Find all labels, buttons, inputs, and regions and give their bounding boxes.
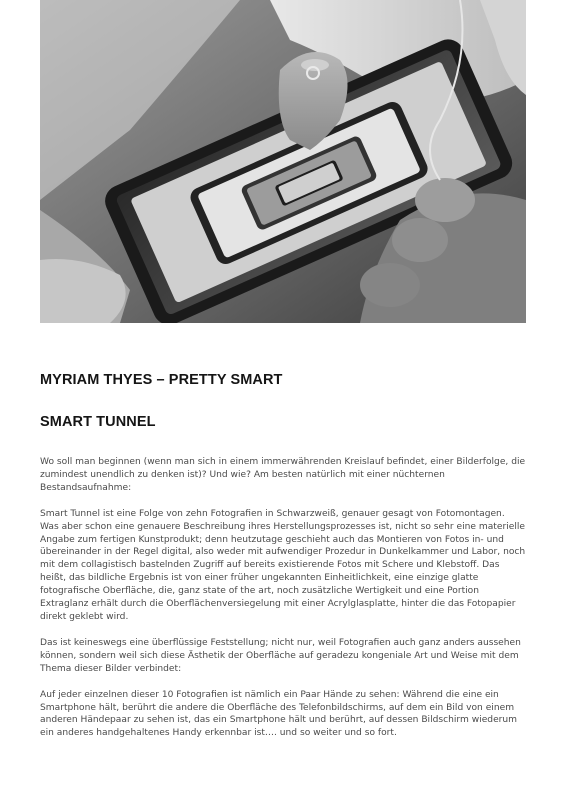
hero-photo [40, 0, 526, 323]
paragraph: Smart Tunnel ist eine Folge von zehn Fotografien in Schwarzweiß, genauer gesagt von Fotomontagen. Was aber schon eine genauere Beschreibung ihres Herstellungsprozesses ist, nicht so sehr eine materielle Angabe zum fertigen Kunstprodukt; denn heutzutage geschieht auch das Montieren von Fotos in- und übereinander in der Regel digital, also weder mit aufwendiger Prozedur in Dunkelkammer und Labor, noch mit dem collagistisch bastelnden Zugriff auf bereits existierende Fotos mit Schere und Klebstoff. Das heißt, das bildliche Ergebnis ist von einer früher ungekannten Einheitlichkeit, eine einzige glatte fotografische Oberfläche, die, ganz state of the art, noch zusätzliche Wertigkeit und eine Portion Extraglanz erhält durch die Oberflächenversiegelung mit einer Acrylglasplatte, hinter die das Fotopapier direkt geklebt wird. [40, 508, 526, 622]
paragraph: Wo soll man beginnen (wenn man sich in einem immerwährenden Kreislauf befindet, einer Bilderfolge, die zumindest unendlich zu denken ist)? Und wie? Am besten natürlich mit einer nüchternen Bestandsaufnahme: [40, 457, 526, 493]
page-title: MYRIAM THYES – PRETTY SMART [40, 372, 283, 388]
article [40, 372, 526, 753]
section-title: SMART TUNNEL [40, 414, 156, 430]
paragraph: Das ist keineswegs eine überflüssige Feststellung; nicht nur, weil Fotografien auch ganz anders aussehen können, sondern weil sich diese Ästhetik der Oberfläche auf geradezu kongeniale Art und Weise mit dem Thema dieser Bilder verbindet: [40, 637, 521, 674]
smart-tunnel-photograph [40, 0, 526, 323]
article-body [40, 456, 526, 740]
paragraph: Auf jeder einzelnen dieser 10 Fotografien ist nämlich ein Paar Hände zu sehen: Während die eine ein Smartphone hält, berührt die andere die Oberfläche des Telefonbildschirms, auf dem ein Bild von einem anderen Händepaar zu sehen ist, das ein Smartphone hält und berührt, auf dessen Bildschirm wiederum ein anderes handgehaltenes Handy erkennbar ist…. und so weiter und so fort. [40, 689, 518, 739]
